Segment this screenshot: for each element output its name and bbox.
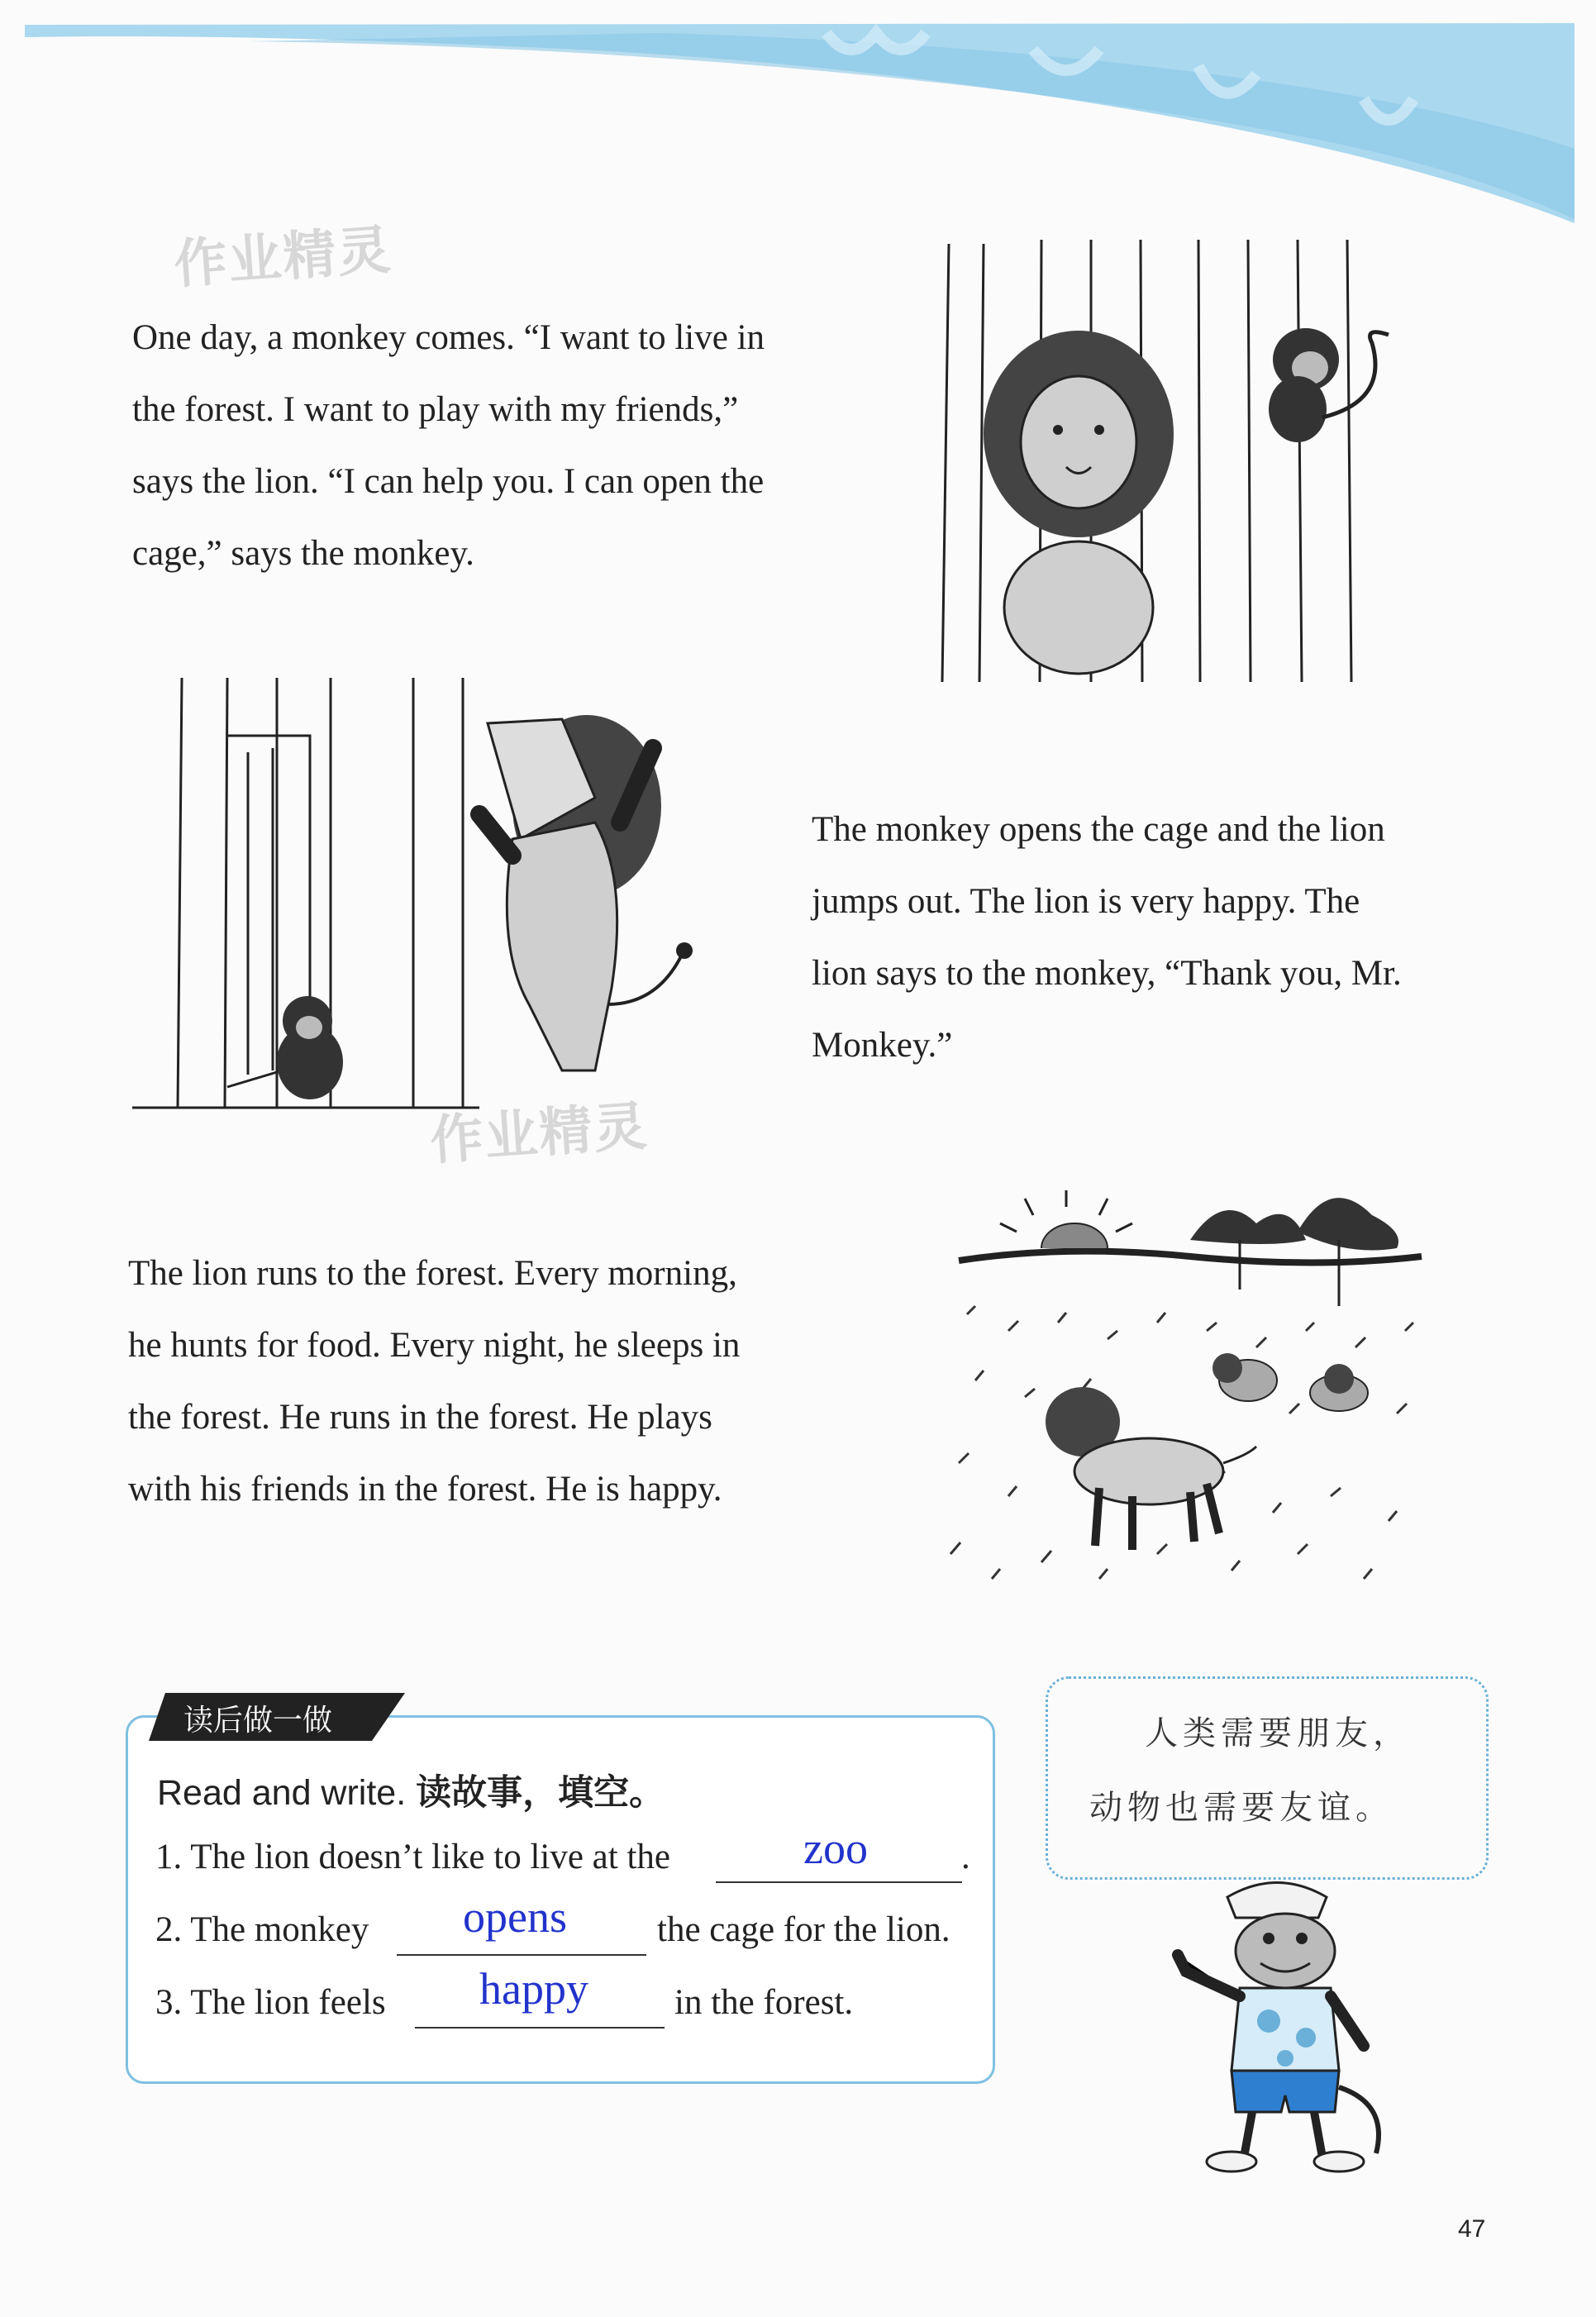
- text-line: lion says to the monkey, “Thank you, Mr.: [812, 954, 1402, 993]
- text-line: One day, a monkey comes. “I want to live in: [132, 318, 765, 357]
- question-2-blank[interactable]: [397, 1954, 646, 1956]
- question-1-blank[interactable]: [716, 1881, 962, 1883]
- lion-in-cage-illustration: [934, 236, 1430, 686]
- text-line: Monkey.”: [812, 1026, 953, 1065]
- instruction-en: Read and write.: [157, 1773, 407, 1813]
- question-3-end: in the forest.: [674, 1983, 854, 2022]
- story-paragraph-2: [812, 794, 1402, 1081]
- instruction-zh: 读故事，填空。: [416, 1772, 665, 1814]
- watermark: 作业精灵: [428, 1095, 650, 1171]
- moral-note-line-1: 人类需要朋友，: [1145, 1714, 1411, 1752]
- question-3-text: 3. The lion feels: [155, 1983, 386, 2022]
- lions-in-forest-illustration: [942, 1166, 1438, 1612]
- text-line: the forest. I want to play with my friends,”: [132, 390, 739, 429]
- question-1-answer: zoo: [803, 1824, 868, 1873]
- watermark: 作业精灵: [172, 219, 394, 295]
- text-line: the forest. He runs in the forest. He plays: [128, 1398, 712, 1437]
- text-line: jumps out. The lion is very happy. The: [812, 882, 1360, 921]
- text-line: cage,” says the monkey.: [132, 534, 474, 573]
- story-paragraph-1: [132, 302, 765, 589]
- top-decorative-band: [0, 0, 1596, 240]
- question-2-text: 2. The monkey: [155, 1910, 369, 1949]
- exercise-tag-label: 读后做一做: [183, 1704, 333, 1738]
- question-2-end: the cage for the lion.: [657, 1910, 950, 1949]
- question-1-end: .: [961, 1838, 970, 1876]
- question-3-blank[interactable]: [415, 2027, 665, 2029]
- question-3-answer: happy: [479, 1964, 588, 2014]
- exercise-instruction: [157, 1765, 665, 1815]
- lion-jumping-out-illustration: [132, 674, 727, 1124]
- question-2-answer: opens: [463, 1892, 567, 1942]
- moral-note-line-2: 动物也需要友谊。: [1089, 1789, 1394, 1827]
- story-paragraph-3: [128, 1237, 740, 1525]
- text-line: with his friends in the forest. He is happy.: [128, 1470, 722, 1509]
- text-line: he hunts for food. Every night, he sleeps in: [128, 1326, 741, 1365]
- text-line: The monkey opens the cage and the lion: [812, 810, 1385, 849]
- question-1-text: 1. The lion doesn’t like to live at the: [155, 1838, 670, 1876]
- mascot-character-illustration: [1161, 1872, 1409, 2186]
- text-line: says the lion. “I can help you. I can open the: [132, 462, 765, 501]
- text-line: The lion runs to the forest. Every morning,: [128, 1254, 737, 1293]
- page-number: 47: [1458, 2215, 1486, 2243]
